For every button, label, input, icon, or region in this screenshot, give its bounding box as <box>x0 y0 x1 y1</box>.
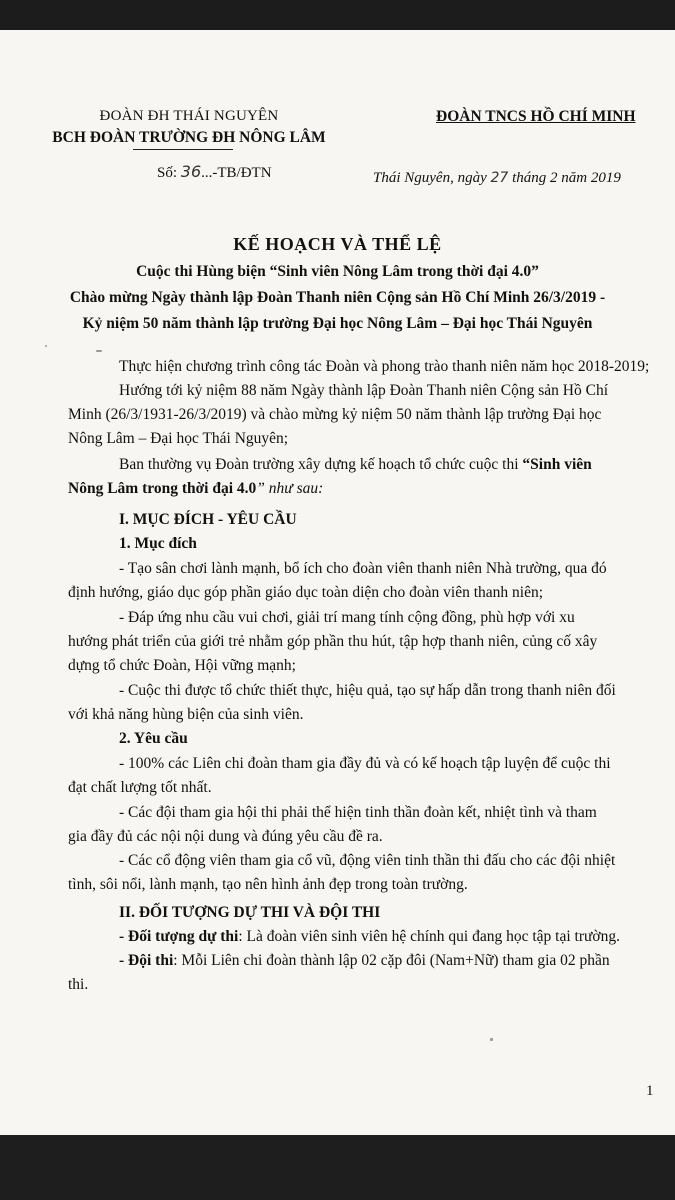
para-7 <box>119 928 620 946</box>
date-suffix: tháng 2 năm 2019 <box>508 170 621 186</box>
number-suffix: ...-TB/ĐTN <box>201 165 272 181</box>
document-date <box>373 170 621 187</box>
para-4-line-2: đạt chất lượng tốt nhất. <box>68 779 212 796</box>
section-2-heading: II. ĐỐI TƯỢNG DỰ THI VÀ ĐỘI THI <box>119 904 381 921</box>
section-1-1-heading: 1. Mục đích <box>119 535 197 552</box>
section-1-heading: I. MỤC ĐÍCH - YÊU CẦU <box>119 511 297 528</box>
subtitle-1: Cuộc thi Hùng biện “Sinh viên Nông Lâm trong thời đại 4.0” <box>136 263 539 280</box>
intro-line-2: Hướng tới kỷ niệm 88 năm Ngày thành lập Đoàn Thanh niên Cộng sản Hồ Chí <box>119 382 609 399</box>
header-underline <box>133 149 233 150</box>
document-number <box>157 162 272 182</box>
para-5-line-1: - Các đội tham gia hội thi phải thể hiện tinh thần đoàn kết, nhiệt tình và tham <box>119 804 597 821</box>
intro-line-3: Minh (26/3/1931-26/3/2019) và chào mừng kỷ niệm 50 năm thành lập trường Đại học <box>68 406 602 423</box>
union-name: ĐOÀN TNCS HỒ CHÍ MINH <box>436 108 636 125</box>
para-3-line-2: với khả năng hùng biện của sinh viên. <box>68 706 304 723</box>
intro-bold-2: Nông Lâm trong thời đại 4.0 <box>68 480 257 497</box>
intro-bold: “Sinh viên <box>522 456 592 473</box>
intro-tail: ” như sau: <box>256 480 324 497</box>
para-8-line-2: thi. <box>68 976 89 993</box>
subtitle-2: Chào mừng Ngày thành lập Đoàn Thanh niên Cộng sản Hồ Chí Minh 26/3/2019 - <box>69 289 606 306</box>
para-6-line-2: tình, sôi nổi, lành mạnh, tạo nên hình ảnh đẹp trong toàn trường. <box>68 876 468 893</box>
para-2-line-1: - Đáp ứng nhu cầu vui chơi, giải trí mang tính cộng đồng, phù hợp với xu <box>119 609 575 626</box>
intro-line-5 <box>119 456 592 474</box>
para-8-text: : Mỗi Liên chi đoàn thành lập 02 cặp đôi (Nam+Nữ) tham gia 02 phần <box>173 952 610 969</box>
intro-text: Ban thường vụ Đoàn trường xây dựng kế hoạch tổ chức cuộc thi <box>119 456 523 473</box>
scan-speck <box>490 1038 493 1041</box>
para-5-line-2: gia đầy đủ các nội nội dung và đúng yêu cầu đề ra. <box>68 828 383 845</box>
document-page <box>0 30 675 1135</box>
para-7-text: : Là đoàn viên sinh viên hệ chính qui đang học tập tại trường. <box>238 928 620 945</box>
viewer-top-bar <box>0 0 675 30</box>
scan-speck <box>45 345 47 347</box>
date-day-handwritten: 27 <box>490 170 509 186</box>
page-number: 1 <box>646 1083 654 1099</box>
number-handwritten: 36 <box>180 162 202 181</box>
document-title: KẾ HOẠCH VÀ THỂ LỆ <box>233 234 442 254</box>
para-4-line-1: - 100% các Liên chi đoàn tham gia đầy đủ và có kế hoạch tập luyện để cuộc thi <box>119 755 611 772</box>
para-8-label: - Đội thi <box>119 952 174 969</box>
para-3-line-1: - Cuộc thi được tổ chức thiết thực, hiệu quả, tạo sự hấp dẫn trong thanh niên đối <box>119 682 616 699</box>
section-1-2-heading: 2. Yêu cầu <box>119 730 188 747</box>
para-6-line-1: - Các cổ động viên tham gia cổ vũ, động viên tinh thần thi đấu cho các đội nhiệt <box>119 852 616 869</box>
para-2-line-2: hướng phát triển của giới trẻ nhằm góp phần thu hút, tập hợp thanh niên, củng cố xây <box>68 633 598 650</box>
para-7-label: - Đối tượng dự thi <box>119 928 239 945</box>
org-line-2: BCH ĐOÀN TRƯỜNG ĐH NÔNG LÂM <box>52 129 326 146</box>
number-prefix: Số: <box>157 165 181 181</box>
intro-line-1: Thực hiện chương trình công tác Đoàn và phong trào thanh niên năm học 2018-2019; <box>119 358 650 375</box>
para-1-line-1: - Tạo sân chơi lành mạnh, bổ ích cho đoàn viên thanh niên Nhà trường, qua đó <box>119 560 607 577</box>
org-line-1: ĐOÀN ĐH THÁI NGUYÊN <box>99 108 279 124</box>
para-1-line-2: định hướng, giáo dục góp phần giáo dục toàn diện cho đoàn viên thanh niên; <box>68 584 544 601</box>
para-2-line-3: dựng tổ chức Đoàn, Hội vững mạnh; <box>68 657 296 674</box>
intro-line-6 <box>68 480 323 498</box>
scan-speck <box>96 350 102 352</box>
para-8-line-1 <box>119 952 610 970</box>
date-prefix: Thái Nguyên, ngày <box>373 170 491 186</box>
intro-line-4: Nông Lâm – Đại học Thái Nguyên; <box>68 430 289 447</box>
subtitle-3: Kỷ niệm 50 năm thành lập trường Đại học Nông Lâm – Đại học Thái Nguyên <box>82 315 593 332</box>
viewer-bottom-bar <box>0 1135 675 1200</box>
